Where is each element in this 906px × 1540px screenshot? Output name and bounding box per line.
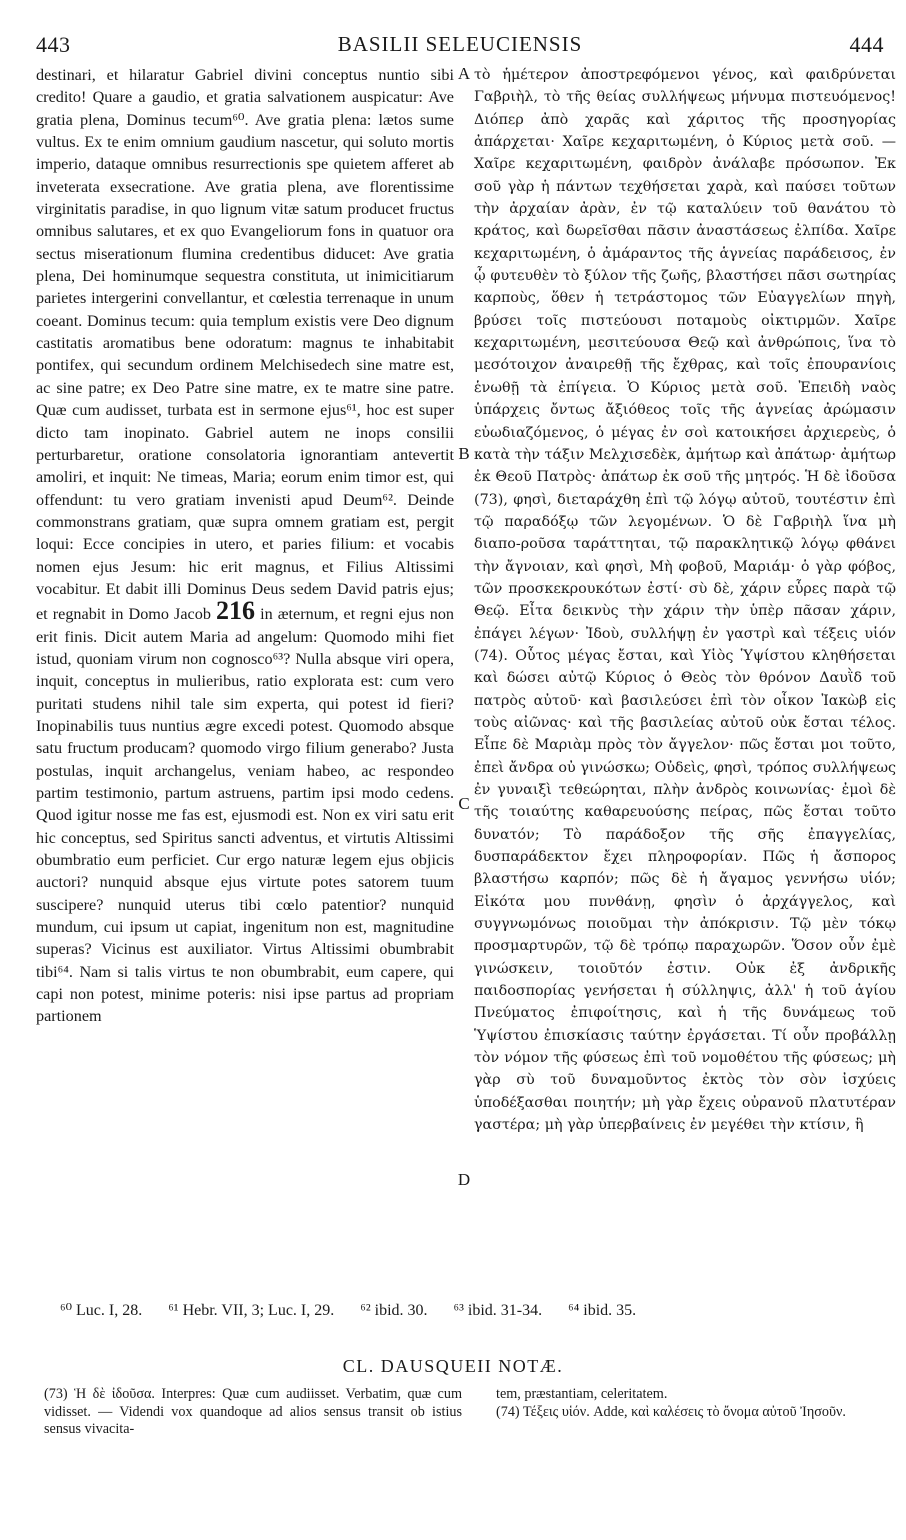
page-mark: 216 bbox=[216, 596, 255, 626]
page-number-left: 443 bbox=[36, 32, 71, 57]
greek-text: τὸ ἡμέτερον ἀποστρεφόμενοι γένος, καὶ φαιδρύνεται Γαβριὴλ, τὸ τῆς θείας συλλήψεως μήνυμα πιστευόμενος! Διόπερ ἀπὸ χαρᾶς καὶ χάριτος τῆς προσηγορίας ἀπάρχεται· Χαῖρε κεχαριτωμένη, ὁ Κύριος μετὰ σοῦ. — Χαῖρε κεχαριτωμένη, φαιδρὸν ἀνάλαβε πρόσωπον. Ἐκ σοῦ γὰρ ἡ πάντων τεχθήσεται χαρὰ, καὶ παύσει τοῦτων τὴν ἀρχαίαν ἀρὰν, ἐν τῷ καταλύειν τοῦ θανάτου τὸ κράτος, καὶ δωρεῖσθαι πᾶσιν ἀναστάσεως ἐλπίδα. Χαῖρε κεχαριτωμένη, ὁ ἀμάραντος τῆς ἁγνείας παράδεισος, ἐν ᾧ φυτευθὲν τὸ ξύλον τῆς ζωῆς, βλαστήσει πᾶσι σωτηρίας καρποὺς, ὅθεν ἡ τετράστομος τῶν Εὐαγγελίων πηγὴ, βρύσει τοῖς πιστεύουσι ποταμοὺς οἰκτιρμῶν. Χαῖρε κεχαριτωμένη, μεσιτεύουσα Θεῷ καὶ ἀνθρώποις, ἵνα τὸ μεσότοιχον ἀναιρεθῇ τῆς ἔχθρας, καὶ τοῖς ἐπουρανίοις ἑνωθῇ τὰ ἐπίγεια. Ὁ Κύριος μετὰ σοῦ. Ἐπειδὴ ναὸς ὑπάρχεις ὄντως ἄξιόθεος τοῖς τῆς ἁγνείας ἀρώμασιν εὐωδιαζόμενος, ὁ μέγας ἐν σοὶ κατοικήσει ἀρχιερεὺς, ὁ κατὰ τὴν τάξιν Μελχισεδὲκ, ἀμήτωρ καὶ ἀπάτωρ· ἀμήτωρ ἐκ Θεοῦ Πατρὸς· ἀπάτωρ ἐκ σοῦ τῆς μητρός. Ἡ δὲ ἰδοῦσα (73), φησὶ, διεταράχθη ἐπὶ τῷ λόγῳ αὐτοῦ, τουτέστιν ἐπὶ τῷ παραδόξῳ τῶν λεγομένων. Ὁ δὲ Γαβριὴλ ἵνα μὴ διαπο-ροῦσα ταράττηται, τῷ παρακλητικῷ λόγῳ φθάνει τὴν ἄγνοιαν, καὶ φησὶ, Μὴ φοβοῦ, Μαριάμ· ὁ γὰρ φόβος, τῶν προσκεκρουκότων ἐστί· σὺ δὲ, χάριν εὗρες παρὰ τῷ Θεῷ. Εἶτα δεικνὺς τὴν χάριν τὴν ὑπὲρ πᾶσαν χάριν, ἐπάγει λέγων· Ἰδοὺ, συλλήψῃ ἐν γαστρὶ καὶ τέξεις υἱόν (74). Οὗτος μέγας ἔσται, καὶ Υἱὸς Ὑψίστου κληθήσεται καὶ δώσει αὐτῷ Κύριος ὁ Θεὸς τὸν θρόνον Δαυῒδ τοῦ πατρὸς αὐτοῦ· καὶ βασιλεύσει ἐπὶ τὸν οἶκον Ἰακὼβ εἰς τοὺς αἰῶνας· καὶ τῆς βασιλείας αὐτοῦ οὐκ ἔσται τέλος. Εἶπε δὲ Μαριὰμ πρὸς τὸν ἄγγελον· πῶς ἔσται μοι τοῦτο, ἐπεὶ ἄνδρα οὐ γινώσκω; Οὐδεὶς, φησὶ, τρόπος συλλήψεως ἐν γυναιξὶ τεθεώρηται, πλὴν ἀνδρὸς κοινωνίας· ἐμοὶ δὲ τῆς τοιαύτης καθαρευούσης πείρας, πῶς ἔσται τοῦτο δυνατόν; Τὸ παράδοξον τῆς σῆς ἐπαγγελίας, δυσπαράδεκτον ἔχει πληροφορίαν. Πῶς ἡ ἄσπορος βλαστήσω καρπόν; πῶς δὲ ἡ ἄγαμος γεννήσω υἱόν; Εἰκότα μου πυνθάνῃ, φησὶν ὁ ἀρχάγγελος, καὶ συγγνωμόνως ποιοῦμαι τὴν ἀπόκρισιν. Τῷ μὲν τόκῳ προσμαρτυρῶν, τῷ δὲ τρόπῳ παραχωρῶν. Ὅσον οὖν ἐμὲ γινώσκειν, τοιοῦτόν ἐστιν. Οὐκ ἐξ ἀνδρικῆς παιδοσπορίας γενήσεται ἡ σύλληψις, ἀλλ' ἡ τοῦ ἁγίου Πνεύματος ἐπιφοίτησις, καὶ ἡ τῆς δυνάμεως τοῦ Ὑψίστου ἐπισκίασις ταύτην ἐργάσεται. Τί οὖν προβάλλῃ τὸν νόμον τῆς φύσεως ἐπὶ τοῦ νομοθέτου τῆς φύσεως; μὴ γὰρ σὺ τοῦ δυναμοῦντος ἐκτὸς τὸν σὸν ἰσχύεις ὑποδέξασθαι ποιητήν; μὴ γὰρ ἔχεις οὐρανοῦ πλατυτέραν γαστέρα; μὴ γὰρ ὑπερβαίνεις ἐν μεγέθει τὴν κτίσιν, ἣ bbox=[474, 67, 896, 1134]
page-header bbox=[36, 32, 884, 62]
latin-column bbox=[36, 64, 454, 1028]
footnotes bbox=[60, 1300, 880, 1320]
note-73-continued: tem, præstantiam, celeritatem. bbox=[496, 1386, 668, 1402]
note-74: (74) Τέξεις υἱόν. Adde, καὶ καλέσεις τὸ ὄνομα αὐτοῦ Ἰησοῦν. bbox=[496, 1403, 846, 1420]
latin-text-part2: in æternum, et regni ejus non erit finis. Dicit autem Maria ad angelum: Quomodo mihi fiet istud, quoniam virum non cognosco⁶³? Nulla absque viri opera, inquit, conceptus in mulieribus, ratio explorata est: cum vero puritati studens nihil tale sim experta, qui potest id fieri? Inopinabilis tuus nuntius ægre excedi potest. Quomodo absque satu fructum producam? quomodo virgo filium generabo? Justa postulas, inquit archangelus, veniam habeo, ac respondeo partim testimonio, partum astruens, partim ipsi modo cedens. Quod igitur nosse me fas est, ejusmodi est. Non ex viri satu erit hic conceptus, sed Spiritus sancti adventus, et virtutis Altissimi obumbratio eum perficiet. Cur ergo naturæ legem ejus objicis auctori? nunquid absque ejus virtute potes satorem tuum suscipere? nunquid uterus tibi cœlo patentior? nunquid mundum, cui ipsum ut capiat, ingenitum non est, magnitudine superas? Vicinus est auxiliator. Virtus Altissimi obumbrabit tibi⁶⁴. Nam si talis virtus te non obumbrabit, eum capere, qui capi non potest, minime poteris: nisi ipse partus ad propriam partionem bbox=[36, 605, 455, 1026]
page-number-right: 444 bbox=[849, 32, 884, 57]
note-73: (73) Ἡ δὲ ἰδοῦσα. Interpres: Quæ cum audiisset. Verbatim, quæ cum vidisset. — Videndi vox quandoque ad alios sensus transit ob istius sensus vivacita- bbox=[44, 1386, 462, 1437]
notes-left-column bbox=[44, 1386, 462, 1439]
latin-text bbox=[36, 64, 454, 1028]
footnote: ⁶⁴ ibid. 35. bbox=[568, 1302, 637, 1319]
margin-letter-d: D bbox=[457, 1170, 471, 1189]
footnote: ⁶³ ibid. 31-34. bbox=[453, 1302, 543, 1319]
running-title: BASILII SELEUCIENSIS bbox=[337, 32, 583, 56]
footnote: ⁶¹ Hebr. VII, 3; Luc. I, 29. bbox=[168, 1302, 335, 1319]
footnote: ⁶² ibid. 30. bbox=[360, 1302, 428, 1319]
footnote: ⁶⁰ Luc. I, 28. bbox=[60, 1302, 143, 1319]
margin-letter-b: B bbox=[458, 444, 470, 463]
margin-letter-c: C bbox=[458, 794, 470, 813]
latin-text-part1: destinari, et hilaratur Gabriel divini conceptus nuntio sibi credito! Quare a gaudio, et gratia salvationem auspicatur: Ave gratia plena, Dominus tecum⁶⁰. Ave gratia plena: lætos sume vultus. Ex te enim omnium gaudium nascetur, qui soluto mortis imperio, dataque omnibus resurrectionis spe quietem afferet ab inveterata exsecratione. Ave gratia plena, ave florentissime virginitatis paradise, in quo lignum vitæ satum producet fructus omnibus salutares, et ex quo Evangeliorum fons in quatuor ora sectus miserationum flumina credentibus diducet: Ave gratia plena, Dei hominumque sequestra constituta, ut inimicitiarum parietes intergerini convellantur, et cœlestia terrenaque in unum coeant. Dominus tecum: quia templum existis vere Deo dignum castitatis aromatibus bene odoratum: magnus te inhabitabit pontifex, qui secundum ordinem Melchisedech sine matre est, ac sine patre; ex Deo Patre sine matre, ex te matre sine patre. Quæ cum audisset, turbata est in sermone ejus⁶¹, hoc est super dicto tam inopinato. Gabriel autem ne inops consilii perturbaretur, oratione consolatoria ignorantiam antevertit amoliri, et inquit: Ne timeas, Maria; eorum enim timor est, qui offendunt: tu vero gratiam invenisti apud Deum⁶². Deinde commonstrans gratiam, quæ supra omnem gratiam est, pergit loqui: Ecce concipies in utero, et paries filium: et vocabis nomen ejus Jesum: hic erit magnus, et Filius Altissimi vocabitur. Et dabit illi Dominus Deus sedem David patris ejus; et regnabit in Domo Jacob bbox=[36, 66, 454, 624]
notes-title: CL. DAUSQUEII NOTÆ. bbox=[342, 1356, 564, 1376]
notes-right-column bbox=[496, 1386, 876, 1421]
greek-column bbox=[474, 64, 896, 1137]
margin-letter-a: A bbox=[457, 64, 471, 83]
